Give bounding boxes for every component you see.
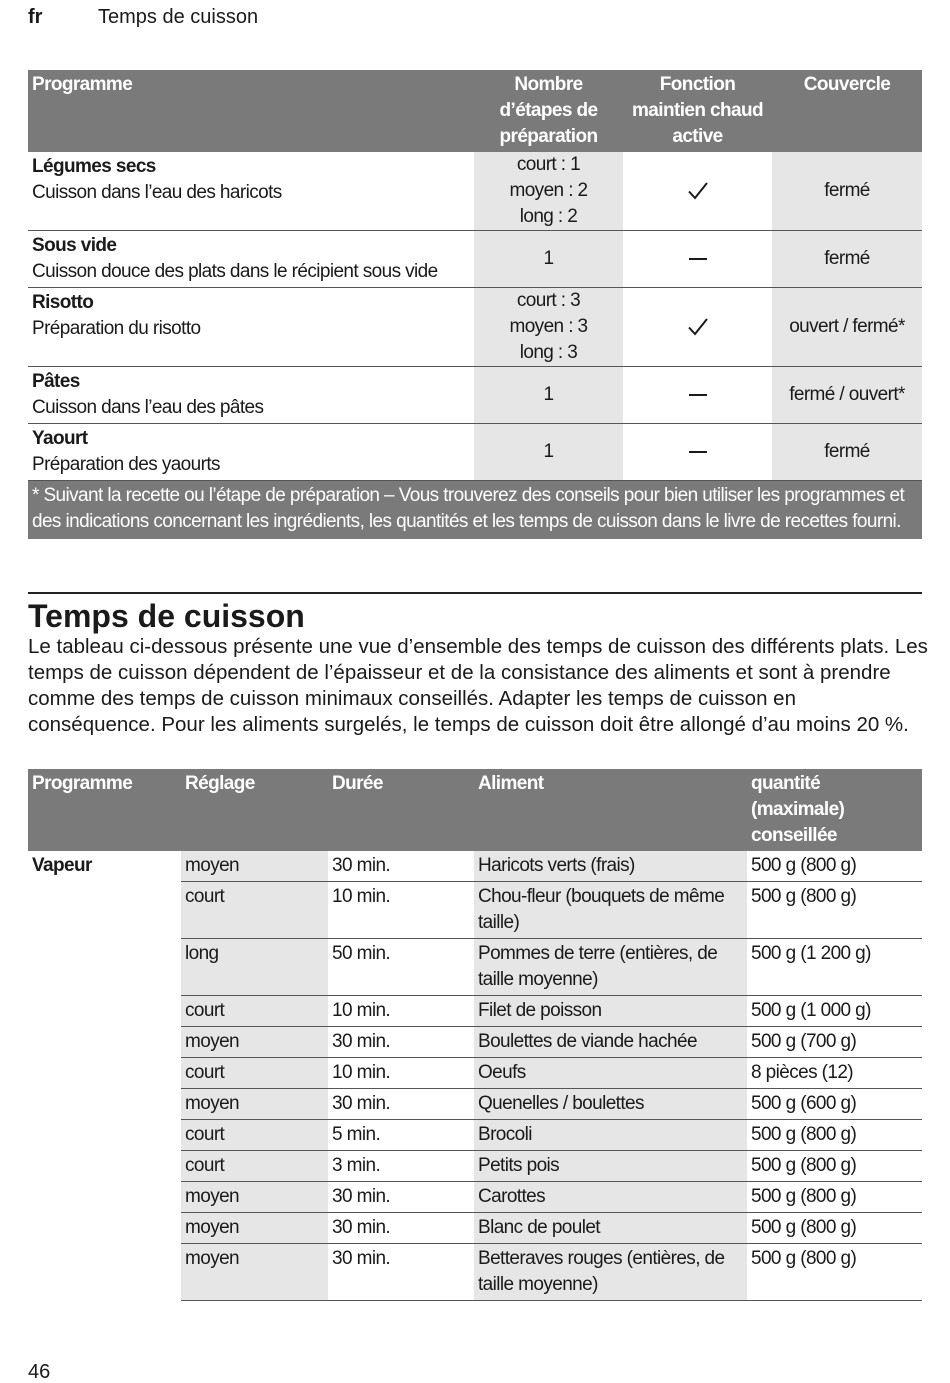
program-row [28,152,922,231]
program-name: Yaourt [32,428,88,449]
steps-value: court : 1 [516,154,581,175]
duration-cell: 3 min. [328,1151,474,1182]
quantity-cell: 500 g (800 g) [747,1213,922,1244]
setting-cell: moyen [181,1027,328,1058]
steps-value: 1 [543,441,554,462]
col-header-duration: Durée [328,769,474,851]
checkmark-icon [686,315,710,339]
steps-cell [474,288,623,367]
quantity-cell: 500 g (800 g) [747,1182,922,1213]
cooking-row [28,851,922,882]
section-divider [28,592,922,594]
program-description: Cuisson dans l’eau des pâtes [32,397,264,418]
col-header-setting: Réglage [181,769,328,851]
setting-cell: court [181,1120,328,1151]
quantity-cell: 8 pièces (12) [747,1058,922,1089]
lid-cell: fermé [772,424,922,481]
steps-value: 1 [543,248,554,269]
steps-value: 1 [543,384,554,405]
program-name: Sous vide [32,235,117,256]
duration-cell: 10 min. [328,996,474,1027]
food-cell: Betteraves rouges (entières, de taille moyenne) [474,1244,747,1301]
lid-cell: fermé [772,152,922,231]
duration-cell: 10 min. [328,882,474,939]
steps-cell [474,231,623,288]
setting-cell: court [181,1058,328,1089]
col-header-programme: Programme [28,769,181,851]
food-cell: Brocoli [474,1120,747,1151]
program-cell [28,152,474,231]
section-intro: Le tableau ci-dessous présente une vue d’ensemble des temps de cuisson des différents plats. Les temps de cuisson dépendent de l’épaisseur et de la consistance des aliments et sont à prendre comme des temps de cuisson minimaux conseillés. Adapter les temps de cuisson en conséquence. Pour les aliments surgelés, le temps de cuisson doit être allongé d’au moins 20 %. [28,635,928,736]
dash-icon [689,258,707,260]
duration-cell: 30 min. [328,1027,474,1058]
program-name: Pâtes [32,371,80,392]
keepwarm-cell [623,288,772,367]
setting-cell: court [181,1151,328,1182]
quantity-cell: 500 g (800 g) [747,1151,922,1182]
col-header-food: Aliment [474,769,747,851]
duration-cell: 30 min. [328,1244,474,1301]
language-code: fr [28,6,43,28]
food-cell: Chou-fleur (bouquets de même taille) [474,882,747,939]
food-cell: Boulettes de viande hachée [474,1027,747,1058]
lid-cell: fermé [772,231,922,288]
quantity-cell: 500 g (800 g) [747,1244,922,1301]
footnote: * Suivant la recette ou l’étape de préparation – Vous trouverez des conseils pour bien utiliser les programmes et des indications concernant les ingrédients, les quantités et les temps de cuisson dans le livre de recettes fourni. [28,481,922,540]
program-name: Vapeur [28,851,181,1301]
program-table [28,70,922,539]
duration-cell: 30 min. [328,1213,474,1244]
program-row [28,288,922,367]
quantity-cell: 500 g (800 g) [747,1120,922,1151]
col-header-programme: Programme [28,70,474,152]
food-cell: Petits pois [474,1151,747,1182]
col-header-keepwarm: Fonction maintien chaud active [623,70,772,152]
duration-cell: 30 min. [328,1182,474,1213]
section-title: Temps de cuisson [28,598,305,634]
col-header-lid: Couvercle [772,70,922,152]
col-header-quantity: quantité (maximale) conseillée [747,769,922,851]
program-name: Légumes secs [32,156,156,177]
lid-cell: fermé / ouvert* [772,367,922,424]
duration-cell: 30 min. [328,851,474,882]
keepwarm-cell [623,231,772,288]
keepwarm-cell [623,367,772,424]
program-cell [28,288,474,367]
quantity-cell: 500 g (700 g) [747,1027,922,1058]
food-cell: Carottes [474,1182,747,1213]
checkmark-icon [686,179,710,203]
page-header [28,6,258,29]
program-row [28,367,922,424]
steps-cell [474,152,623,231]
setting-cell: long [181,939,328,996]
setting-cell: moyen [181,1182,328,1213]
food-cell: Haricots verts (frais) [474,851,747,882]
setting-cell: moyen [181,1244,328,1301]
quantity-cell: 500 g (1 000 g) [747,996,922,1027]
setting-cell: moyen [181,1089,328,1120]
cooking-times-table [28,769,922,1301]
setting-cell: court [181,996,328,1027]
program-description: Préparation du risotto [32,318,201,339]
setting-cell: moyen [181,851,328,882]
program-row [28,231,922,288]
steps-value: moyen : 2 [509,180,588,201]
food-cell: Blanc de poulet [474,1213,747,1244]
setting-cell: court [181,882,328,939]
duration-cell: 10 min. [328,1058,474,1089]
program-description: Cuisson dans l’eau des haricots [32,182,282,203]
col-header-steps: Nombre d’étapes de préparation [474,70,623,152]
quantity-cell: 500 g (600 g) [747,1089,922,1120]
program-description: Cuisson douce des plats dans le récipient sous vide [32,261,438,282]
steps-value: court : 3 [516,290,581,311]
keepwarm-cell [623,152,772,231]
quantity-cell: 500 g (800 g) [747,851,922,882]
header-title: Temps de cuisson [98,6,259,28]
program-cell [28,231,474,288]
page-number: 46 [28,1361,51,1383]
food-cell: Oeufs [474,1058,747,1089]
steps-cell [474,424,623,481]
footnote-row [28,481,922,540]
duration-cell: 50 min. [328,939,474,996]
quantity-cell: 500 g (800 g) [747,882,922,939]
steps-value: long : 2 [519,206,578,227]
steps-value: long : 3 [519,342,578,363]
program-cell [28,367,474,424]
program-description: Préparation des yaourts [32,454,220,475]
program-cell [28,424,474,481]
food-cell: Filet de poisson [474,996,747,1027]
quantity-cell: 500 g (1 200 g) [747,939,922,996]
lid-cell: ouvert / fermé* [772,288,922,367]
duration-cell: 5 min. [328,1120,474,1151]
dash-icon [689,394,707,396]
duration-cell: 30 min. [328,1089,474,1120]
cooking-table-header [28,769,922,851]
dash-icon [689,451,707,453]
program-name: Risotto [32,292,94,313]
steps-cell [474,367,623,424]
setting-cell: moyen [181,1213,328,1244]
food-cell: Pommes de terre (entières, de taille moyenne) [474,939,747,996]
keepwarm-cell [623,424,772,481]
program-row [28,424,922,481]
food-cell: Quenelles / boulettes [474,1089,747,1120]
steps-value: moyen : 3 [509,316,588,337]
program-table-header [28,70,922,152]
